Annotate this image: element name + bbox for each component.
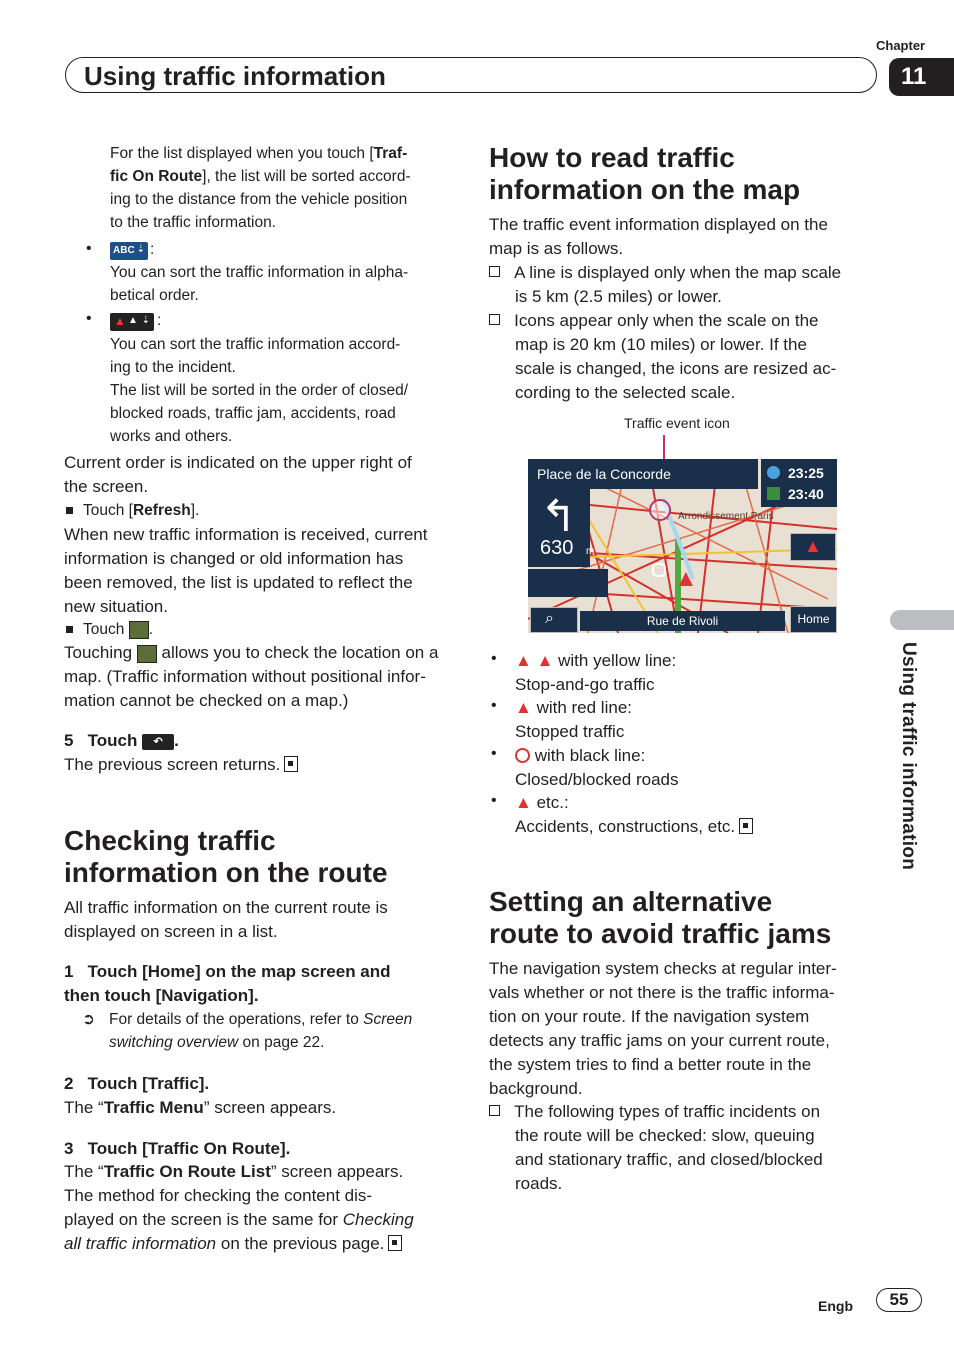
traffic-jam-icon: ▲ <box>515 651 532 670</box>
map-check-icon <box>129 621 149 639</box>
clock-icon <box>767 466 780 479</box>
step-1-heading: 1 Touch [Home] on the map screen and then touch [Navigation]. <box>64 962 391 1005</box>
end-mark-icon <box>388 1235 402 1251</box>
lane-guide-panel <box>528 569 608 597</box>
page-number: 55 <box>876 1288 922 1312</box>
current-order-text: Current order is indicated on the upper right of the screen. <box>64 453 412 496</box>
side-tab-label: Using traffic information <box>898 642 919 871</box>
step-3-heading: 3 Touch [Traffic On Route]. <box>64 1139 291 1158</box>
arrival-time: 23:40 <box>788 486 824 502</box>
note-box-icon <box>489 266 500 277</box>
current-time: 23:25 <box>788 465 824 481</box>
flag-icon <box>767 487 780 500</box>
incident-sort-desc: You can sort the traffic information accord- ing to the incident. The list will be sorted in the order of closed/ blocked roads, traffic jam, accidents, road works and others. <box>110 336 409 445</box>
touch-map-step: Touch . <box>66 618 153 641</box>
street-name-bar: Place de la Concorde <box>528 459 758 489</box>
read-note-2: Icons appear only when the scale on the map is 20 km (10 miles) or lower. If the scale is changed, the icons are resized ac- cording to the selected scale. <box>489 309 889 405</box>
step-5-heading: 5 Touch ↶ . <box>64 731 179 750</box>
callout-label: Traffic event icon <box>624 415 730 431</box>
step-2-heading: 2 Touch [Traffic]. <box>64 1074 210 1093</box>
sort-intro: For the list displayed when you touch [Traf- fic On Route], the list will be sorted accord- ing to the distance from the vehicle position to the traffic information. <box>110 145 411 231</box>
page-header-title: Using traffic information <box>84 61 386 91</box>
distance-unit: m <box>586 546 595 557</box>
bullet: • <box>491 697 497 714</box>
time-panel <box>761 459 837 507</box>
turn-instruction-panel <box>528 489 595 567</box>
bullet: • <box>491 792 497 809</box>
map-check-icon <box>137 645 157 663</box>
alternative-route-text: The navigation system checks at regular inter- vals whether or not there is the traffic informa- tion on your route. If the navigation system detects any traffic jams on your current route, the system tries to find a better route in the background. <box>489 959 837 1098</box>
step-3-desc: The “Traffic On Route List” screen appears. The method for checking the content dis- played on the screen is the same for Checking all traffic information on the previous page. <box>64 1162 414 1253</box>
turn-left-arrow-icon: ↰ <box>540 492 577 541</box>
note-box-icon <box>489 1105 500 1116</box>
incident-sort-icon: ▲ ▲ ⇣ <box>110 313 154 331</box>
bullet: • <box>491 745 497 762</box>
bullet: • <box>491 650 497 667</box>
current-road-bar: Rue de Rivoli <box>580 611 785 631</box>
legend-accidents: ▲ etc.: Accidents, constructions, etc. <box>515 791 895 839</box>
checking-intro: All traffic information on the current route is displayed on screen in a list. <box>64 898 388 941</box>
arrow-icon: ➲ <box>82 1011 95 1028</box>
end-mark-icon <box>739 818 753 834</box>
chapter-number: 11 <box>889 58 954 96</box>
refresh-step: Touch [Refresh]. <box>66 499 461 522</box>
step-2-desc: The “Traffic Menu” screen appears. <box>64 1098 337 1117</box>
back-icon: ↶ <box>142 734 174 750</box>
section-heading-checking: Checking traffic information on the route <box>64 825 388 888</box>
end-mark-icon <box>284 756 298 772</box>
abc-sort-desc: You can sort the traffic information in alpha- betical order. <box>110 264 409 304</box>
map-search-button[interactable]: ⌕ <box>530 607 578 633</box>
read-intro: The traffic event information displayed on the map is as follows. <box>489 215 828 258</box>
traffic-jam-icon: ▲ <box>536 651 554 670</box>
waypoint-icon <box>652 563 666 577</box>
home-button[interactable]: Home <box>790 606 837 633</box>
legend-stopped: ▲ with red line: Stopped traffic <box>515 698 632 741</box>
language-code: Engb <box>818 1298 853 1314</box>
step-1-reference: ➲ For details of the operations, refer to Screen switching overview on page 22. <box>82 1008 462 1054</box>
chapter-label: Chapter <box>876 38 926 53</box>
touching-text: Touching allows you to check the location on a map. (Traffic information without positional infor- mation cannot be checked on a map.) <box>64 643 439 710</box>
bullet: • <box>86 310 92 327</box>
bullet: • <box>86 240 92 257</box>
read-note-1: A line is displayed only when the map scale is 5 km (2.5 miles) or lower. <box>489 261 889 309</box>
side-tab-marker <box>890 610 954 630</box>
vehicle-position-icon: ▲ <box>674 565 698 592</box>
legend-stop-and-go: ▲ ▲ with yellow line: Stop-and-go traffic <box>515 651 677 694</box>
turn-distance: 630 <box>540 537 574 559</box>
step-5-desc: The previous screen returns. <box>64 753 298 777</box>
navigation-map-screenshot <box>528 459 837 633</box>
note-box-icon <box>489 314 500 325</box>
alternative-route-note: The following types of traffic incidents on the route will be checked: slow, queuing and stationary traffic, and closed/blocked roads. <box>489 1100 889 1196</box>
abc-sort-icon: ABC ⇣ <box>110 242 148 260</box>
traffic-event-icon[interactable] <box>649 499 671 521</box>
section-heading-how-to-read: How to read traffic information on the map <box>489 142 801 205</box>
map-poi-label: Arrondissement Paris <box>678 511 774 522</box>
new-info-text: When new traffic information is received, current information is changed or old information has been removed, the list is updated to reflect the new situation. <box>64 525 428 616</box>
closed-road-icon <box>515 748 530 763</box>
accident-icon: ▲ <box>515 793 532 812</box>
legend-closed: with black line: Closed/blocked roads <box>515 746 679 789</box>
section-heading-alternative-route: Setting an alternative route to avoid traffic jams <box>489 886 832 949</box>
traffic-button[interactable]: ▲ <box>790 533 836 561</box>
stopped-traffic-icon: ▲ <box>515 698 532 717</box>
